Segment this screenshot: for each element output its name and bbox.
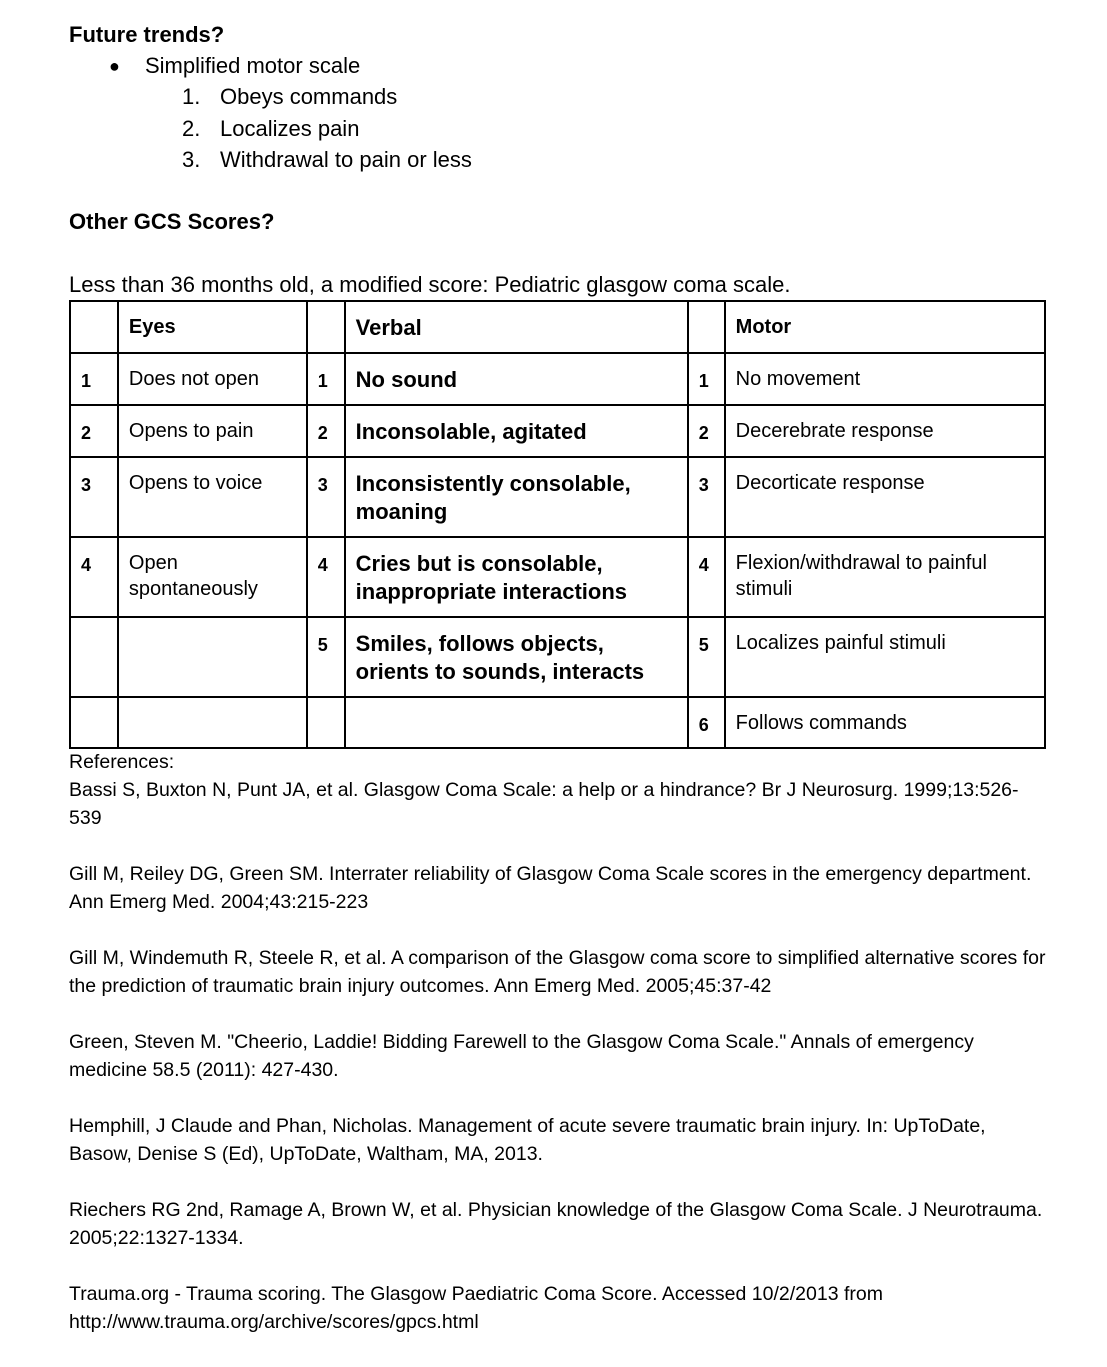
motor-score: 5 bbox=[688, 617, 725, 697]
bullet-icon: ● bbox=[109, 56, 120, 76]
motor-score: 1 bbox=[688, 353, 725, 405]
motor-desc: Decerebrate response bbox=[725, 405, 1045, 457]
motor-header: Motor bbox=[725, 301, 1045, 353]
reference-item: Trauma.org - Trauma scoring. The Glasgow Paediatric Coma Score. Accessed 10/2/2013 from http://www.trauma.org/archive/scores/gpcs.html bbox=[69, 1283, 883, 1333]
list-item bbox=[182, 83, 582, 111]
verbal-score bbox=[307, 697, 345, 748]
motor-score: 2 bbox=[688, 405, 725, 457]
motor-score: 4 bbox=[688, 537, 725, 617]
verbal-desc bbox=[345, 697, 688, 748]
table-row bbox=[70, 457, 1045, 537]
table-row bbox=[70, 697, 1045, 748]
verbal-desc: Inconsolable, agitated bbox=[345, 405, 688, 457]
verbal-score: 2 bbox=[307, 405, 345, 457]
reference-item: Riechers RG 2nd, Ramage A, Brown W, et al. Physician knowledge of the Glasgow Coma Scale. J Neurotrauma. 2005;22:1327-1334. bbox=[69, 1199, 1043, 1249]
verbal-desc: Cries but is consolable, inappropriate interactions bbox=[345, 537, 688, 617]
list-number: 2. bbox=[182, 116, 201, 141]
verbal-score: 4 bbox=[307, 537, 345, 617]
future-trends-heading: Future trends? bbox=[69, 22, 225, 47]
reference-item: Hemphill, J Claude and Phan, Nicholas. Management of acute severe traumatic brain injury. In: UpToDate, Basow, Denise S (Ed), UpToDate, Waltham, MA, 2013. bbox=[69, 1115, 986, 1165]
eyes-desc: Does not open bbox=[118, 353, 307, 405]
verbal-desc: No sound bbox=[345, 353, 688, 405]
eyes-score bbox=[70, 697, 118, 748]
eyes-desc: Opens to voice bbox=[118, 457, 307, 537]
list-item bbox=[182, 115, 582, 143]
motor-desc: Flexion/withdrawal to painful stimuli bbox=[725, 537, 1045, 617]
eyes-score: 1 bbox=[70, 353, 118, 405]
list-number: 1. bbox=[182, 84, 201, 109]
eyes-desc bbox=[118, 697, 307, 748]
table-row bbox=[70, 405, 1045, 457]
reference-item: Gill M, Windemuth R, Steele R, et al. A comparison of the Glasgow coma score to simplified alternative scores for the prediction of traumatic brain injury outcomes. Ann Emerg Med. 2005;45:37-42 bbox=[69, 947, 1046, 997]
table-row bbox=[70, 617, 1045, 697]
other-gcs-heading: Other GCS Scores? bbox=[69, 209, 275, 234]
verbal-score: 5 bbox=[307, 617, 345, 697]
pediatric-intro: Less than 36 months old, a modified score: Pediatric glasgow coma scale. bbox=[69, 272, 791, 297]
verbal-header: Verbal bbox=[345, 301, 688, 353]
reference-item: Green, Steven M. "Cheerio, Laddie! Bidding Farewell to the Glasgow Coma Scale." Annals of emergency medicine 58.5 (2011): 427-430. bbox=[69, 1031, 974, 1081]
reference-item: Bassi S, Buxton N, Punt JA, et al. Glasgow Coma Scale: a help or a hindrance? Br J Neurosurg. 1999;13:526-539 bbox=[69, 779, 1019, 829]
eyes-score: 2 bbox=[70, 405, 118, 457]
eyes-desc: Opens to pain bbox=[118, 405, 307, 457]
references-section bbox=[69, 748, 1049, 1364]
table-row bbox=[70, 537, 1045, 617]
verbal-score: 3 bbox=[307, 457, 345, 537]
table-header-row bbox=[70, 301, 1045, 353]
eyes-score bbox=[70, 617, 118, 697]
motor-desc: Localizes painful stimuli bbox=[725, 617, 1045, 697]
list-text: Obeys commands bbox=[220, 84, 398, 109]
table-row bbox=[70, 353, 1045, 405]
list-number: 3. bbox=[182, 147, 201, 172]
verbal-desc: Smiles, follows objects, orients to sounds, interacts bbox=[345, 617, 688, 697]
list-item bbox=[182, 146, 582, 174]
motor-desc: No movement bbox=[725, 353, 1045, 405]
bullet-text: Simplified motor scale bbox=[145, 53, 361, 78]
motor-score: 3 bbox=[688, 457, 725, 537]
references-heading: References: bbox=[69, 751, 175, 773]
eyes-desc bbox=[118, 617, 307, 697]
table-cell bbox=[688, 301, 725, 353]
motor-desc: Decorticate response bbox=[725, 457, 1045, 537]
table-cell bbox=[307, 301, 345, 353]
eyes-score: 4 bbox=[70, 537, 118, 617]
motor-desc: Follows commands bbox=[725, 697, 1045, 748]
verbal-score: 1 bbox=[307, 353, 345, 405]
eyes-desc: Open spontaneously bbox=[118, 537, 307, 617]
motor-score: 6 bbox=[688, 697, 725, 748]
eyes-header: Eyes bbox=[118, 301, 307, 353]
eyes-score: 3 bbox=[70, 457, 118, 537]
list-text: Localizes pain bbox=[220, 116, 360, 141]
bullet-item bbox=[69, 52, 669, 80]
verbal-desc: Inconsistently consolable, moaning bbox=[345, 457, 688, 537]
reference-item: Gill M, Reiley DG, Green SM. Interrater reliability of Glasgow Coma Scale scores in the emergency department. Ann Emerg Med. 2004;43:215-223 bbox=[69, 863, 1032, 913]
list-text: Withdrawal to pain or less bbox=[220, 147, 472, 172]
pediatric-gcs-table bbox=[69, 300, 1046, 749]
table-cell bbox=[70, 301, 118, 353]
